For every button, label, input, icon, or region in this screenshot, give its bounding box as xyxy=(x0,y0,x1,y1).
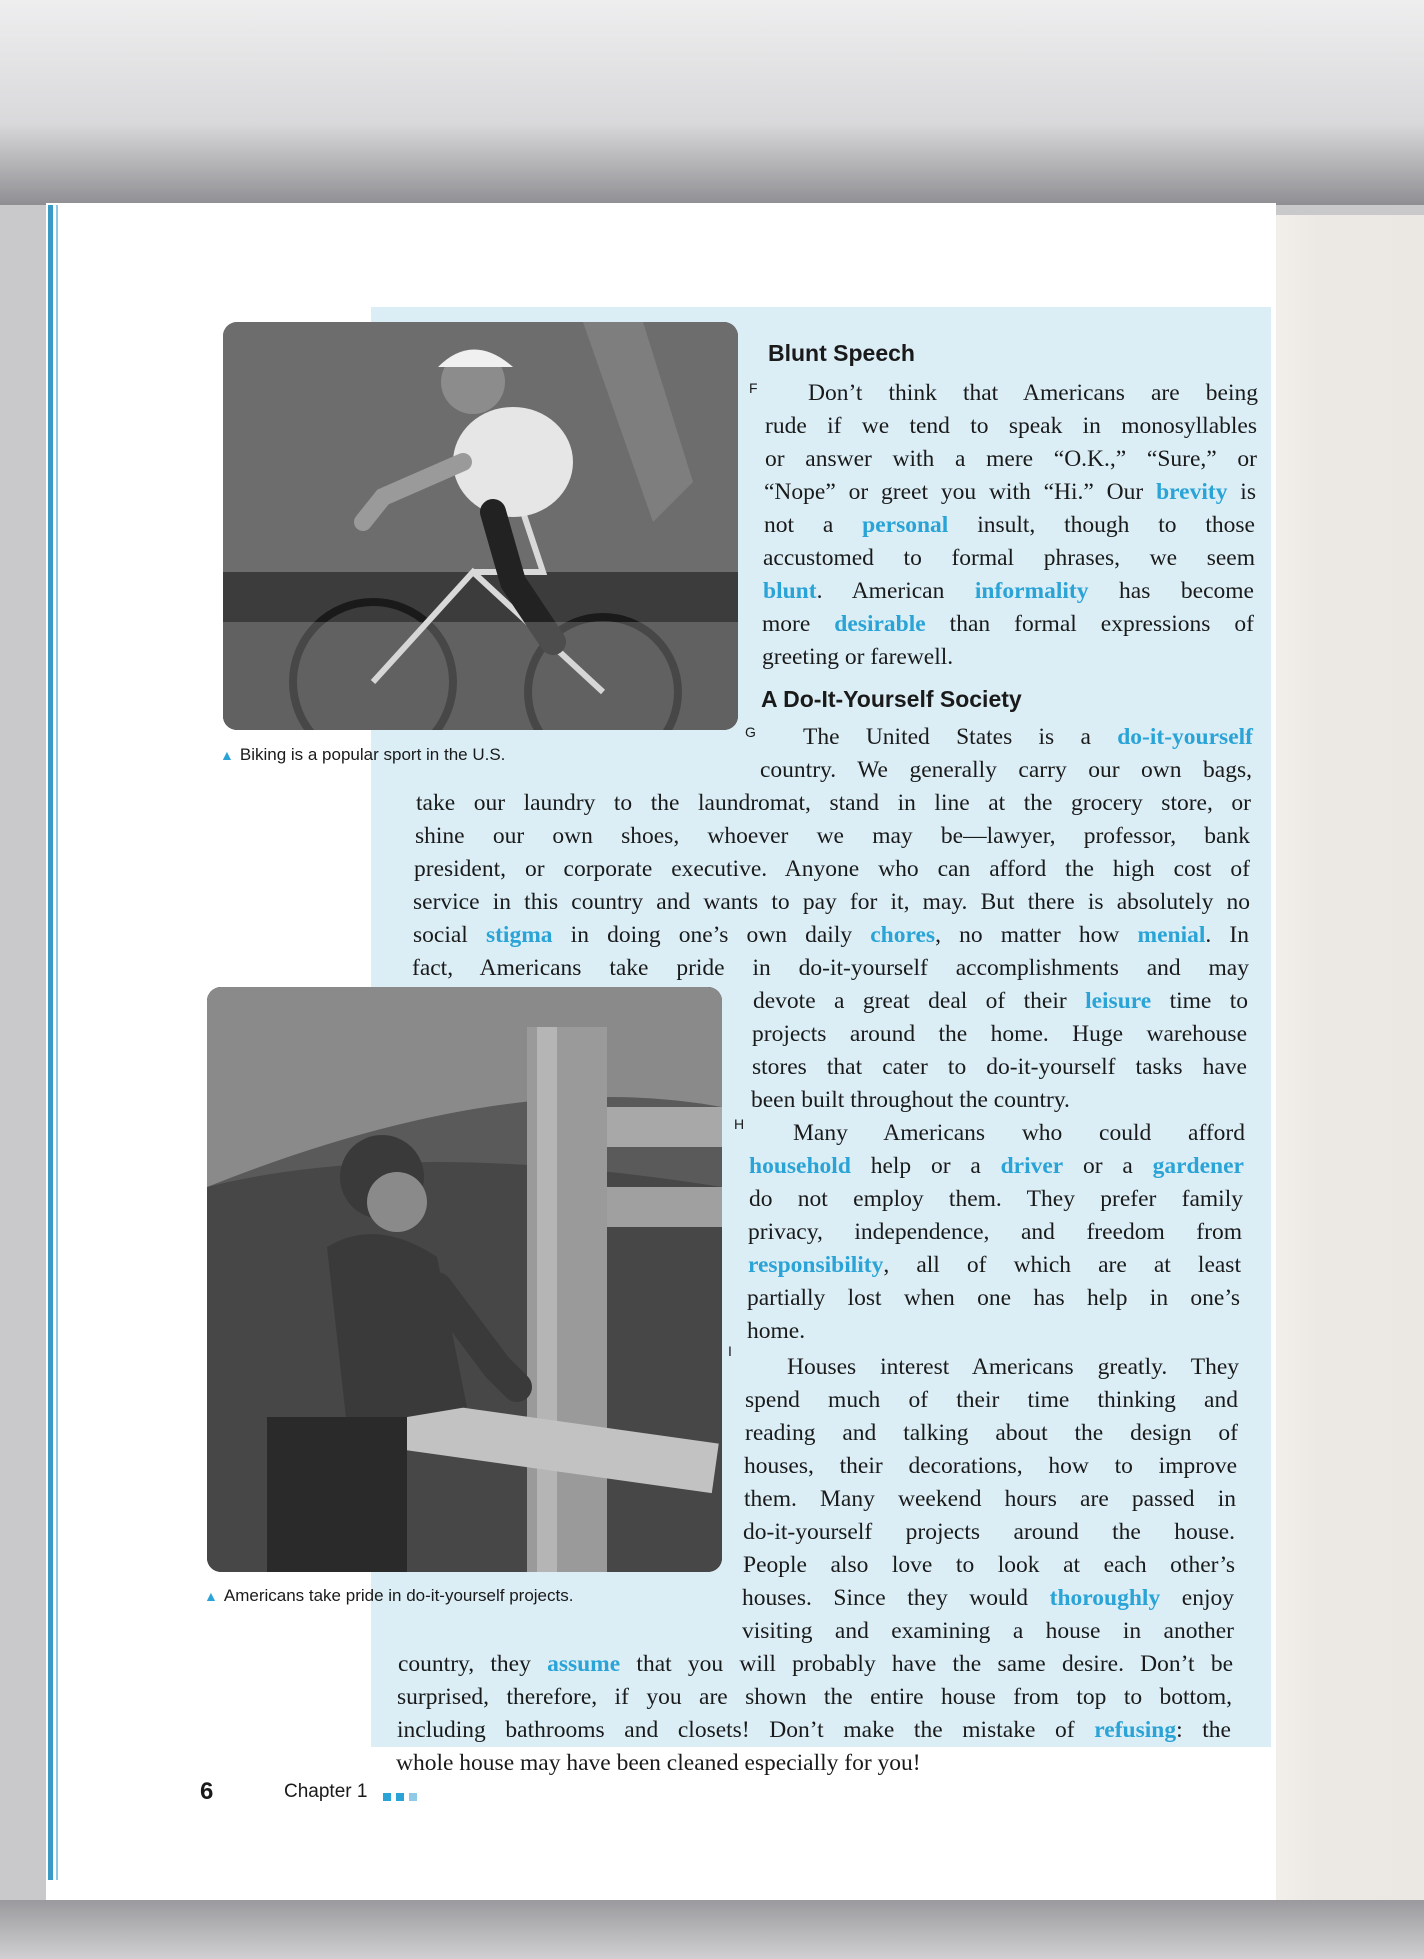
text-segment: enjoy xyxy=(1160,1585,1235,1611)
text-segment: more xyxy=(762,611,835,637)
text-segment: social xyxy=(413,922,486,948)
text-segment: take our laundry to the laundromat, stand in line at the grocery store, or xyxy=(416,790,1251,816)
text-segment: privacy, independence, and freedom from xyxy=(748,1219,1242,1245)
text-segment: fact, Americans take pride in do-it-yourself accomplishments and may xyxy=(412,955,1249,981)
text-line xyxy=(397,1682,1232,1712)
text-segment: than formal expressions of xyxy=(925,611,1255,637)
text-segment: country, they xyxy=(398,1651,548,1677)
text-line xyxy=(765,411,1257,441)
text-segment: home. xyxy=(747,1318,806,1344)
text-segment: country. We generally carry our own bags, xyxy=(760,757,1252,783)
text-line xyxy=(803,722,1253,752)
text-segment: stores that cater to do-it-yourself tasks have xyxy=(752,1054,1247,1080)
text-line xyxy=(762,642,1022,672)
text-segment: them. Many weekend hours are passed in xyxy=(744,1486,1236,1512)
text-segment: spend much of their time thinking and xyxy=(745,1387,1238,1413)
photo1-caption: ▲ Biking is a popular sport in the U.S. xyxy=(220,745,506,764)
text-line xyxy=(753,986,1248,1016)
text-line xyxy=(397,1715,1231,1745)
paragraph-letter-f: F xyxy=(749,380,758,396)
text-segment: service in this country and wants to pay for it, may. But there is absolutely no xyxy=(413,889,1250,915)
text-segment: : the xyxy=(1176,1717,1231,1743)
vocabulary-word: gardener xyxy=(1152,1153,1244,1179)
vocabulary-word: chores xyxy=(870,922,936,948)
scan-background-top xyxy=(0,0,1424,205)
text-line xyxy=(751,1085,1131,1115)
text-segment: help or a xyxy=(850,1153,1001,1179)
chapter-square-icon xyxy=(409,1793,417,1801)
scan-background-bottom xyxy=(0,1900,1424,1959)
vocabulary-word: informality xyxy=(974,578,1089,604)
vocabulary-word: leisure xyxy=(1085,988,1152,1014)
chapter-label: Chapter 1 xyxy=(284,1781,368,1802)
text-line xyxy=(415,821,1250,851)
text-segment: reading and talking about the design of xyxy=(745,1420,1238,1446)
paragraph-letter-g: G xyxy=(745,724,756,740)
text-segment: Don’t think that Americans are being xyxy=(808,380,1258,406)
text-segment: partially lost when one has help in one’s xyxy=(747,1285,1240,1311)
text-segment: greeting or farewell. xyxy=(762,644,954,670)
text-segment: or a xyxy=(1063,1153,1153,1179)
text-segment: time to xyxy=(1151,988,1248,1014)
text-line xyxy=(752,1019,1247,1049)
text-line xyxy=(793,1118,1245,1148)
text-line xyxy=(760,755,1252,785)
text-line xyxy=(748,1217,1242,1247)
page-number: 6 xyxy=(200,1778,214,1805)
text-line xyxy=(763,576,1254,606)
facing-page-edge xyxy=(1270,215,1424,1905)
text-segment: projects around the home. Huge warehouse xyxy=(752,1021,1247,1047)
vocabulary-word: household xyxy=(749,1153,851,1179)
text-segment: devote a great deal of their xyxy=(753,988,1086,1014)
text-segment: president, or corporate executive. Anyone who can afford the high cost of xyxy=(414,856,1250,882)
vocabulary-word: refusing xyxy=(1094,1717,1177,1743)
text-segment: visiting and examining a house in another xyxy=(742,1618,1234,1644)
text-line xyxy=(747,1316,847,1346)
text-line xyxy=(808,378,1258,408)
text-segment: rude if we tend to speak in monosyllables xyxy=(765,413,1257,439)
text-segment: been built throughout the country. xyxy=(751,1087,1070,1113)
text-line xyxy=(787,1352,1239,1382)
text-line xyxy=(749,1151,1244,1181)
text-segment: The United States is a xyxy=(803,724,1118,750)
text-segment: surprised, therefore, if you are shown the entire house from top to bottom, xyxy=(397,1684,1232,1710)
text-segment: do not employ them. They prefer family xyxy=(749,1186,1243,1212)
text-segment: not a xyxy=(764,512,863,538)
text-line xyxy=(412,953,1249,983)
text-line xyxy=(763,543,1255,573)
text-segment: has become xyxy=(1088,578,1254,604)
vocabulary-word: personal xyxy=(862,512,949,538)
text-line xyxy=(414,854,1250,884)
text-line xyxy=(743,1517,1235,1547)
text-line xyxy=(396,1748,1096,1778)
cyclist-photo xyxy=(223,322,738,730)
photo2-caption: ▲ Americans take pride in do-it-yourself projects. xyxy=(204,1586,574,1605)
text-segment: shine our own shoes, whoever we may be—lawyer, professor, bank xyxy=(415,823,1250,849)
text-segment: is xyxy=(1227,479,1256,505)
text-line xyxy=(413,887,1250,917)
text-line xyxy=(745,1385,1238,1415)
text-segment: , no matter how xyxy=(935,922,1138,948)
vocabulary-word: driver xyxy=(1000,1153,1064,1179)
text-segment: including bathrooms and closets! Don’t make the mistake of xyxy=(397,1717,1095,1743)
text-segment: that you will probably have the same desire. Don’t be xyxy=(620,1651,1233,1677)
paragraph-letter-i: I xyxy=(728,1343,732,1359)
text-segment: houses, their decorations, how to improve xyxy=(744,1453,1237,1479)
text-segment: insult, though to those xyxy=(948,512,1255,538)
vocabulary-word: menial xyxy=(1137,922,1206,948)
text-segment: Houses interest Americans greatly. They xyxy=(787,1354,1239,1380)
text-segment: whole house may have been cleaned especially for you! xyxy=(396,1750,921,1776)
text-segment: . American xyxy=(816,578,975,604)
chapter-square-icon xyxy=(383,1793,391,1801)
text-line xyxy=(747,1283,1240,1313)
text-line xyxy=(749,1184,1243,1214)
vocabulary-word: thoroughly xyxy=(1049,1585,1161,1611)
triangle-up-icon: ▲ xyxy=(220,747,234,763)
diy-society-heading: A Do-It-Yourself Society xyxy=(761,686,1022,712)
text-line xyxy=(762,609,1254,639)
text-segment: “Nope” or greet you with “Hi.” Our xyxy=(764,479,1157,505)
text-line xyxy=(752,1052,1247,1082)
paragraph-letter-h: H xyxy=(734,1116,745,1132)
blunt-speech-heading: Blunt Speech xyxy=(768,340,915,366)
page-edge-stripe xyxy=(48,205,53,1880)
vocabulary-word: desirable xyxy=(834,611,926,637)
chapter-square-icon xyxy=(396,1793,404,1801)
text-segment: accustomed to formal phrases, we seem xyxy=(763,545,1255,571)
text-segment: houses. Since they would xyxy=(742,1585,1050,1611)
vocabulary-word: responsibility xyxy=(748,1252,884,1278)
text-line xyxy=(764,477,1256,507)
text-segment: do-it-yourself projects around the house. xyxy=(743,1519,1235,1545)
vocabulary-word: assume xyxy=(547,1651,621,1677)
fence-repair-photo xyxy=(207,987,722,1572)
text-line xyxy=(398,1649,1233,1679)
page-edge-stripe-thin xyxy=(56,205,58,1880)
text-line xyxy=(748,1250,1241,1280)
text-line xyxy=(744,1484,1236,1514)
text-line xyxy=(743,1550,1235,1580)
text-line xyxy=(744,1451,1237,1481)
vocabulary-word: brevity xyxy=(1156,479,1228,505)
text-segment: Many Americans who could afford xyxy=(793,1120,1245,1146)
triangle-up-icon: ▲ xyxy=(204,1588,218,1604)
vocabulary-word: stigma xyxy=(485,922,553,948)
text-line xyxy=(742,1583,1234,1613)
text-segment: . In xyxy=(1205,922,1249,948)
text-segment: , all of which are at least xyxy=(883,1252,1241,1278)
text-line xyxy=(416,788,1251,818)
vocabulary-word: blunt xyxy=(763,578,817,604)
text-line xyxy=(745,1418,1238,1448)
text-line xyxy=(413,920,1249,950)
text-line xyxy=(742,1616,1234,1646)
text-segment: in doing one’s own daily xyxy=(552,922,871,948)
text-segment: People also love to look at each other’s xyxy=(743,1552,1235,1578)
text-segment: or answer with a mere “O.K.,” “Sure,” or xyxy=(765,446,1257,472)
text-line xyxy=(765,444,1257,474)
text-line xyxy=(764,510,1255,540)
vocabulary-word: do-it-yourself xyxy=(1117,724,1253,750)
